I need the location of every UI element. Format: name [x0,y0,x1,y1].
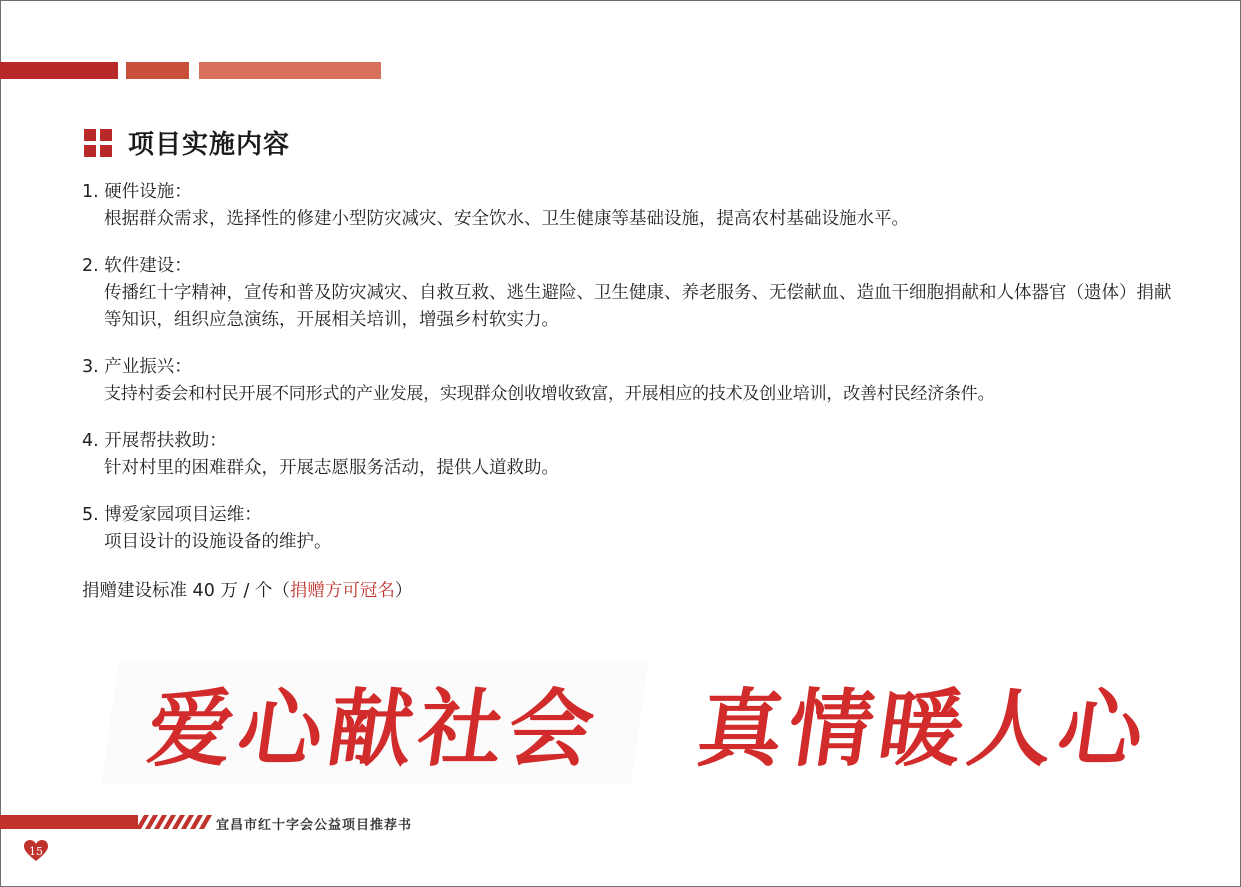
donation-standard [82,578,412,605]
list-item [82,354,1192,408]
slogan-right: 真情暖人心 [692,678,1157,778]
slogan-left: 爱心献社会 [101,660,648,784]
list-item [82,428,1192,482]
item-body: 传播红十字精神，宣传和普及防灾减灾、自救互救、逃生避险、卫生健康、养老服务、无偿献血、造血干细胞捐献和人体器官（遗体）捐献等知识，组织应急演练，开展相关培训，增强乡村软实力。 [104,283,1172,330]
page-number: 15 [29,844,43,858]
item-title: 2. 软件建设： [82,256,192,276]
list-item [82,502,1192,556]
header-bar-2 [126,62,189,79]
item-body: 支持村委会和村民开展不同形式的产业发展，实现群众创收增收致富，开展相应的技术及创业培训，改善村民经济条件。 [104,384,995,404]
donation-accent: 捐赠方可冠名 [289,581,395,601]
item-title: 5. 博爱家园项目运维： [82,505,262,525]
item-body: 根据群众需求，选择性的修建小型防灾减灾、安全饮水、卫生健康等基础设施，提高农村基础设施水平。 [104,209,909,229]
header-bar-1 [0,62,118,79]
section-title: 项目实施内容 [128,130,291,160]
page-number-badge [23,839,49,863]
donation-text: 捐赠建设标准 40 万 / 个（ [82,581,290,601]
item-title: 1. 硬件设施： [82,182,192,202]
grid-squares-icon [84,129,112,157]
footer-title: 宜昌市红十字会公益项目推荐书 [216,818,413,833]
list-item [82,253,1192,334]
donation-close: ） [394,581,413,601]
section-heading [84,124,290,161]
item-body: 项目设计的设施设备的维护。 [104,532,332,552]
content-list [82,179,1192,576]
header-bar-3 [199,62,381,79]
list-item [82,179,1192,233]
item-body: 针对村里的困难群众，开展志愿服务活动，提供人道救助。 [104,458,559,478]
item-title: 4. 开展帮扶救助： [82,431,227,451]
footer-stripes [140,815,212,829]
footer-bar [0,815,138,829]
item-title: 3. 产业振兴： [82,357,192,377]
